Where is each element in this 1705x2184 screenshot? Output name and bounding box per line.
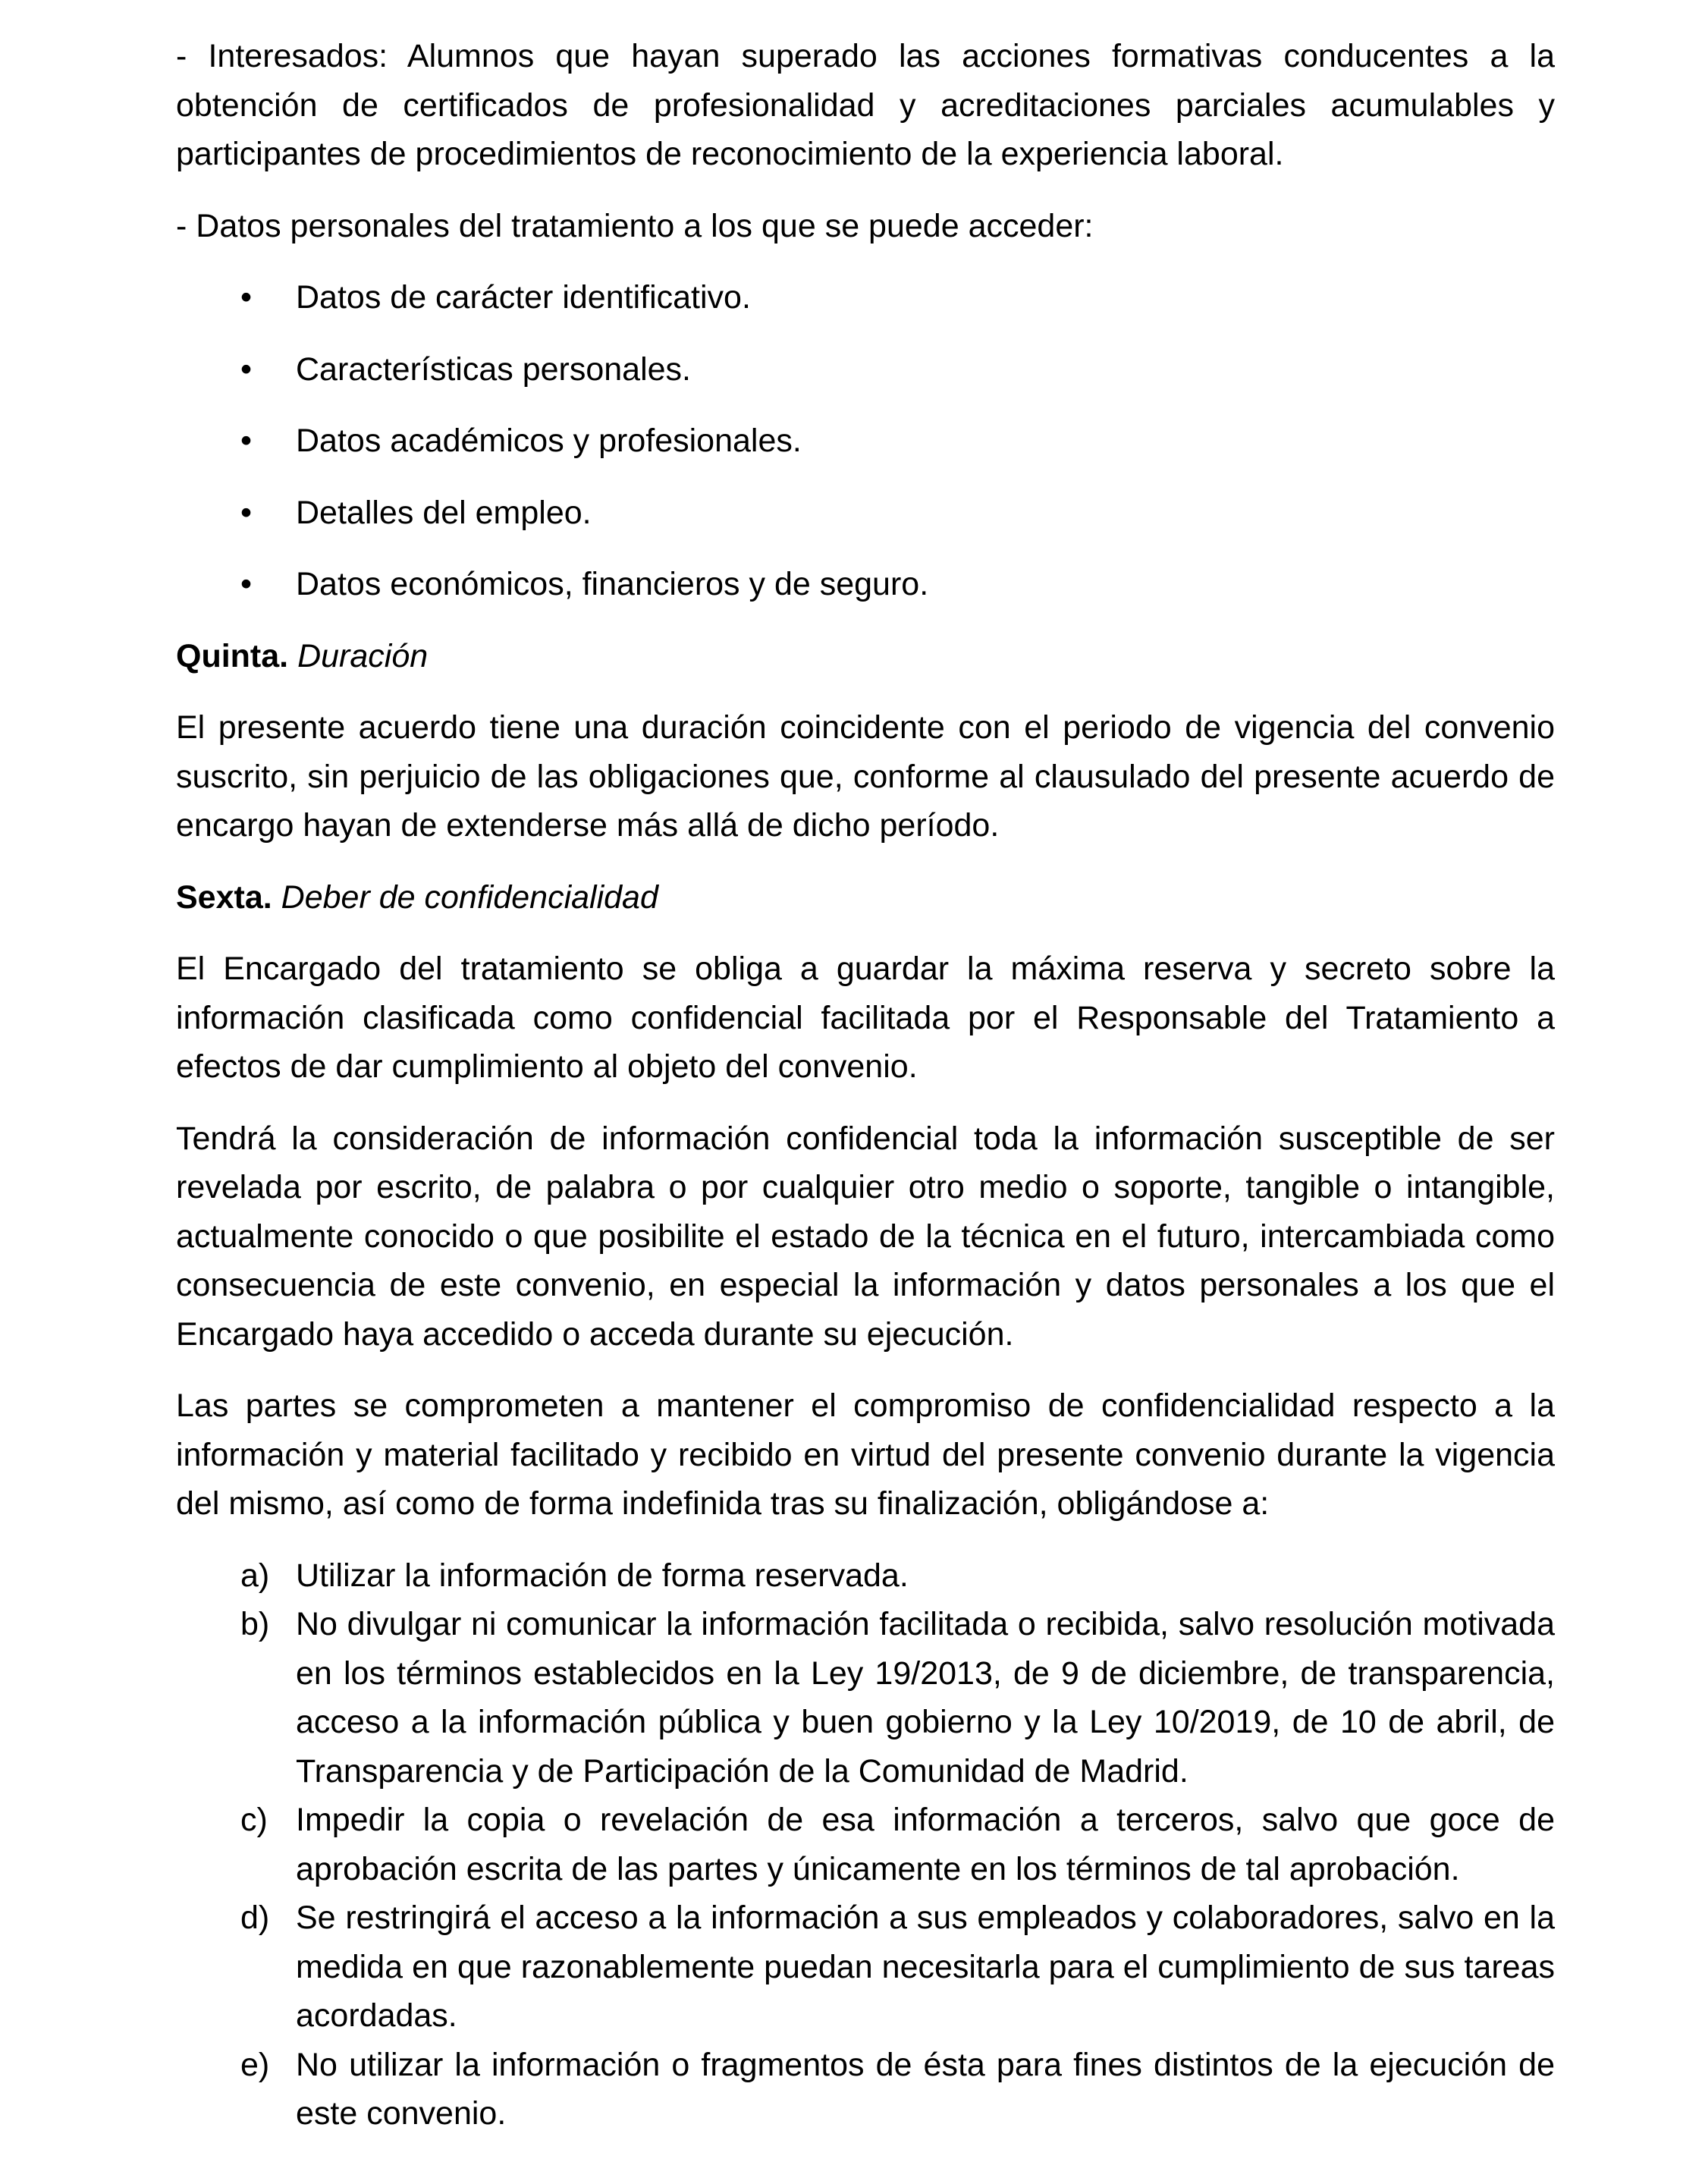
- bullet-icon: •: [240, 350, 253, 388]
- paragraph-datos-personales: - Datos personales del tratamiento a los que se puede acceder:: [176, 207, 1094, 244]
- section-heading-title: Duración: [297, 637, 429, 674]
- list-marker: b): [240, 1606, 270, 1642]
- list-item-text: Utilizar la información de forma reservada.: [296, 1557, 909, 1594]
- list-item-c: [176, 1796, 1555, 1893]
- list-marker: a): [240, 1557, 270, 1594]
- section-heading-label: Sexta.: [176, 878, 272, 916]
- list-item-a: [176, 1551, 1555, 1601]
- list-marker: c): [240, 1802, 268, 1838]
- bullet-item: [176, 345, 1555, 394]
- list-item-b: [176, 1600, 1555, 1796]
- list-marker: e): [240, 2046, 270, 2083]
- section-heading-quinta: [176, 632, 1555, 681]
- bullet-item: [176, 416, 1555, 466]
- lettered-list: [176, 1551, 1555, 2138]
- bullet-item: [176, 273, 1555, 322]
- list-item-text: No divulgar ni comunicar la información facilitada o recibida, salvo resolución motivada en los términos establecidos en la Ley 19/2013, de 9 de diciembre, de transparencia, acceso a la información pública y buen gobierno y la Ley 10/2019, de 10 de abril, de Transparencia y de Participación de la Comunidad de Madrid.: [296, 1606, 1555, 1790]
- section-heading-label: Quinta.: [176, 637, 289, 674]
- bullet-item-text: Datos de carácter identificativo.: [296, 279, 751, 316]
- list-item-text: No utilizar la información o fragmentos de ésta para fines distintos de la ejecución de este convenio.: [296, 2046, 1555, 2132]
- bullet-icon: •: [240, 494, 253, 531]
- section-heading-title: Deber de confidencialidad: [281, 878, 658, 916]
- bullet-item: [176, 560, 1555, 609]
- paragraph-confidencialidad-3: Las partes se comprometen a mantener el compromiso de confidencialidad respecto a la información y material facilitado y recibido en virtud del presente convenio durante la vigencia del mismo, así como de forma indefinida tras su finalización, obligándose a:: [176, 1387, 1555, 1522]
- list-item-d: [176, 1893, 1555, 2041]
- paragraph-duracion: El presente acuerdo tiene una duración coincidente con el periodo de vigencia del convenio suscrito, sin perjuicio de las obligaciones que, conforme al clausulado del presente acuerdo de encargo hayan de extenderse más allá de dicho período.: [176, 709, 1555, 844]
- paragraph-confidencialidad-2: Tendrá la consideración de información confidencial toda la información susceptible de ser revelada por escrito, de palabra o por cualquier otro medio o soporte, tangible o intangible, actualmente conocido o que posibilite el estado de la técnica en el futuro, intercambiada como consecuencia de este convenio, en especial la información y datos personales a los que el Encargado haya accedido o acceda durante su ejecución.: [176, 1120, 1555, 1353]
- bullet-item-text: Datos económicos, financieros y de seguro.: [296, 566, 929, 602]
- section-heading-sexta: [176, 873, 1555, 922]
- bullet-item-text: Datos académicos y profesionales.: [296, 423, 802, 459]
- bullet-icon: •: [240, 279, 253, 316]
- paragraph-interesados: - Interesados: Alumnos que hayan superado las acciones formativas conducentes a la obtención de certificados de profesionalidad y acreditaciones parciales acumulables y participantes de procedimientos de reconocimiento de la experiencia laboral.: [176, 38, 1555, 172]
- list-item-text: Se restringirá el acceso a la información a sus empleados y colaboradores, salvo en la medida en que razonablemente puedan necesitarla para el cumplimiento de sus tareas acordadas.: [296, 1900, 1555, 2034]
- bullet-icon: •: [240, 566, 253, 602]
- list-item-text: Impedir la copia o revelación de esa información a terceros, salvo que goce de aprobación escrita de las partes y únicamente en los términos de tal aprobación.: [296, 1802, 1555, 1887]
- list-item-e: [176, 2041, 1555, 2138]
- bullet-icon: •: [240, 423, 253, 459]
- bullet-item-text: Características personales.: [296, 350, 691, 388]
- bullet-item: [176, 489, 1555, 538]
- list-marker: d): [240, 1900, 270, 1936]
- paragraph-confidencialidad-1: El Encargado del tratamiento se obliga a guardar la máxima reserva y secreto sobre la información clasificada como confidencial facilitada por el Responsable del Tratamiento a efectos de dar cumplimiento al objeto del convenio.: [176, 951, 1555, 1085]
- bullet-item-text: Detalles del empleo.: [296, 494, 592, 531]
